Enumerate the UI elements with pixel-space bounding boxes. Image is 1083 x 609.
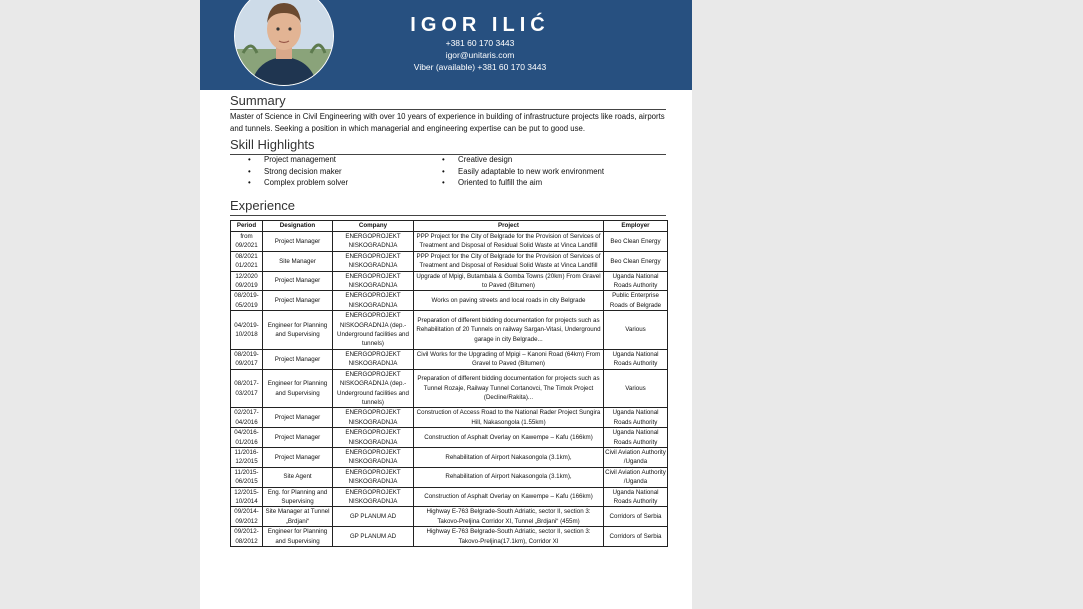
cell-company: ENERGOPROJEKT NISKOGRADNJA [333,291,414,311]
cell-period: 02/2017- 04/2016 [231,408,263,428]
cell-period: 08/2019- 09/2017 [231,349,263,369]
cell-period: 04/2019- 10/2018 [231,311,263,350]
cell-company: ENERGOPROJEKT NISKOGRADNJA [333,428,414,448]
cell-project: Works on paving streets and local roads in city Belgrade [414,291,604,311]
summary-heading: Summary [230,93,286,108]
skills-list-right [424,155,604,190]
resume-page [200,0,692,609]
header-employer: Employer [604,221,668,232]
cell-project: Construction of Asphalt Overlay on Kawempe – Kafu (166km) [414,428,604,448]
cell-project: Civil Works for the Upgrading of Mpigi – Kanoni Road (64km) From Gravel to Paved (Bitumen) [414,349,604,369]
cell-company: ENERGOPROJEKT NISKOGRADNJA (dep.-Underground facilities and tunnels) [333,369,414,408]
cell-period: 11/2016- 12/2015 [231,447,263,467]
cell-designation: Site Manager at Tunnel „Brdjani“ [263,507,333,527]
cell-employer: Corridors of Serbia [604,507,668,527]
table-row [231,507,668,527]
cell-employer: Uganda National Roads Authority [604,271,668,291]
skill-item: • Strong decision maker [230,167,348,179]
skill-item: • Easily adaptable to new work environment [424,167,604,179]
cell-employer: Civil Aviation Authority /Uganda [605,468,666,486]
skill-item: • Creative design [424,155,604,167]
table-row [231,408,668,428]
cell-project: Preparation of different bidding documentation for projects such as Tunnel Rozaje, Railway Tunnel Cortanovci, The Timok Project (Decline/Rakita)... [414,369,604,408]
cell-company: ENERGOPROJEKT NISKOGRADNJA (dep.-Underground facilities and tunnels) [333,311,414,350]
cell-designation: Project Manager [263,232,333,252]
cell-project: Construction of Access Road to the National Rader Project Sungira Hill, Nakasongola (1.55km) [414,408,604,428]
skill-item: • Oriented to fulfill the aim [424,178,604,190]
cell-company: GP PLANUM AD [333,527,414,547]
cell-employer: Uganda National Roads Authority [604,408,668,428]
cell-period: 04/2016- 01/2016 [231,428,263,448]
cell-employer: Public Enterprise Roads of Belgrade [604,291,668,311]
cell-employer: Uganda National Roads Authority [604,487,668,507]
cell-designation: Project Manager [263,291,333,311]
table-row [231,467,668,487]
table-row [231,349,668,369]
cell-designation: Project Manager [263,447,333,467]
cell-employer: Civil Aviation Authority /Uganda [605,448,666,466]
table-header-row [231,221,668,232]
cell-designation: Project Manager [263,271,333,291]
table-row [231,271,668,291]
cell-designation: Engineer for Planning and Supervising [263,527,333,547]
table-row [231,369,668,408]
skills-heading: Skill Highlights [230,137,315,152]
cell-designation: Site Manager [263,251,333,271]
skills-list-left [230,155,348,190]
cell-project: Highway E-763 Belgrade-South Adriatic, sector II, section 3: Takovo-Preljina(17.1km), Corridor XI [414,527,604,547]
cell-period: 09/2014- 09/2012 [231,507,263,527]
experience-table [230,220,668,547]
cell-employer: Various [604,369,668,408]
cell-period: 08/2019- 05/2019 [231,291,263,311]
cell-company: ENERGOPROJEKT NISKOGRADNJA [333,232,414,252]
table-row [231,311,668,350]
cell-project: Upgrade of Mpigi, Butambala & Gomba Towns (20km) From Gravel to Paved (Bitumen) [414,271,604,291]
cell-employer: Beo Clean Energy [604,232,668,252]
cell-company: ENERGOPROJEKT NISKOGRADNJA [333,467,414,487]
cell-employer: Uganda National Roads Authority [604,349,668,369]
header-designation: Designation [263,221,333,232]
cell-designation: Eng. for Planning and Supervising [263,487,333,507]
cell-period: 11/2015- 06/2015 [231,467,263,487]
cell-period: 08/2017- 03/2017 [231,369,263,408]
table-row [231,428,668,448]
cell-project: Preparation of different bidding documentation for projects such as Rehabilitation of 20 Tunnels on railway Sargan-Vitasi, Underground garage in city Belgrade... [414,311,604,350]
table-row [231,232,668,252]
cell-designation: Engineer for Planning and Supervising [263,369,333,408]
cell-designation: Project Manager [263,408,333,428]
skill-item: • Project management [230,155,348,167]
summary-divider [230,109,666,110]
cell-company: ENERGOPROJEKT NISKOGRADNJA [333,349,414,369]
cell-company: ENERGOPROJEKT NISKOGRADNJA [333,447,414,467]
cell-company: ENERGOPROJEKT NISKOGRADNJA [333,251,414,271]
summary-text: Master of Science in Civil Engineering with over 10 years of experience in building of infrastructure projects like roads, airports and tunnels. Seeking a position in which managerial and engineering expertise can be put to good use. [230,112,665,133]
cell-employer: Corridors of Serbia [604,527,668,547]
cell-designation: Project Manager [263,349,333,369]
table-row [231,291,668,311]
cell-project: Rehabilitation of Airport Nakasongola (3.1km), [414,447,604,467]
cell-project: PPP Project for the City of Belgrade for the Provision of Services of Treatment and Disposal of Residual Solid Waste at Vinca Landfill [414,251,604,271]
header-project: Project [414,221,604,232]
cell-employer: Beo Clean Energy [604,251,668,271]
cell-employer: Various [604,311,668,350]
cell-period: 09/2012- 08/2012 [231,527,263,547]
header-company: Company [333,221,414,232]
cell-company: ENERGOPROJEKT NISKOGRADNJA [333,408,414,428]
table-row [231,251,668,271]
cell-project: Rehabilitation of Airport Nakasongola (3.1km), [414,467,604,487]
cell-company: ENERGOPROJEKT NISKOGRADNJA [333,487,414,507]
cell-period: 12/2020 09/2019 [231,271,263,291]
profile-photo [234,0,334,86]
cell-company: GP PLANUM AD [333,507,414,527]
cell-employer: Uganda National Roads Authority [604,428,668,448]
header-period: Period [231,221,263,232]
experience-divider [230,215,666,216]
skill-item: • Complex problem solver [230,178,348,190]
experience-heading: Experience [230,198,296,213]
experience-rows [231,232,668,547]
cell-designation: Site Agent [263,467,333,487]
cell-project: PPP Project for the City of Belgrade for the Provision of Services of Treatment and Disposal of Residual Solid Waste at Vinca Landfill [414,232,604,252]
table-row [231,527,668,547]
cell-period: 08/2021 01/2021 [231,251,263,271]
cell-project: Construction of Asphalt Overlay on Kawempe – Kafu (166km) [414,487,604,507]
cell-designation: Project Manager [263,428,333,448]
cell-period: from 09/2021 [231,232,263,252]
cell-company: ENERGOPROJEKT NISKOGRADNJA [333,271,414,291]
cell-project: Highway E-763 Belgrade-South Adriatic, sector II, section 3: Takovo-Preljina Corridor XI, Tunnel „Brdjani“ (455m) [414,507,604,527]
phone-number: +381 60 170 3443 [445,38,515,48]
candidate-name: IGOR ILIĆ [410,14,550,36]
viber-contact: Viber (available) +381 60 170 3443 [413,62,547,72]
cell-designation: Engineer for Planning and Supervising [263,311,333,350]
table-row [231,487,668,507]
table-row [231,447,668,467]
cell-period: 12/2015- 10/2014 [231,487,263,507]
email-address[interactable]: igor@unitaris.com [445,50,515,60]
resume-header [200,0,692,90]
